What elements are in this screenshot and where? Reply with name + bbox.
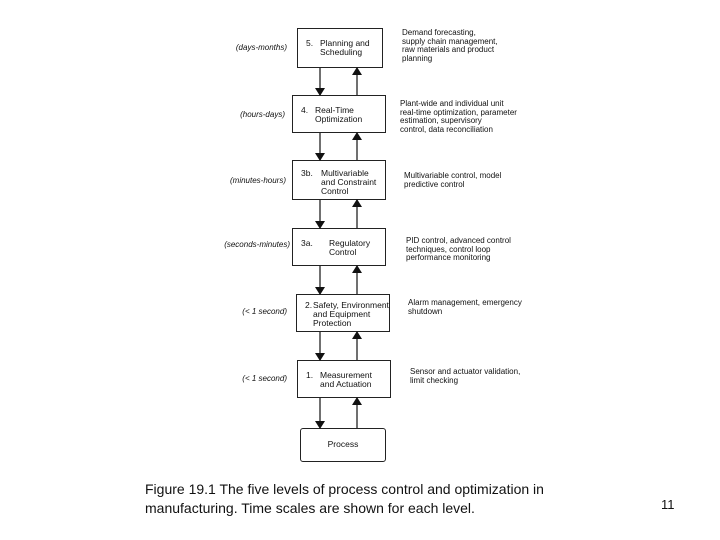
level-3b-description: Multivariable control, model predictive control xyxy=(404,171,502,189)
process-label: Process xyxy=(327,439,359,449)
level-3a-description: PID control, advanced control techniques, control loop performance monitoring xyxy=(406,236,511,262)
level-5-timescale: (days-months) xyxy=(235,43,287,52)
level-4-description: Plant-wide and individual unit real-time optimization, parameter estimation, supervisory control, data reconciliation xyxy=(400,99,517,134)
level-3b-number: 3b. xyxy=(301,168,313,178)
level-2-label: Safety, Environment and Equipment Protection xyxy=(313,300,389,328)
figure-caption: Figure 19.1 The five levels of process control and optimization in manufacturing. Time scales are shown for each level. xyxy=(145,481,544,516)
level-1-description: Sensor and actuator validation, limit checking xyxy=(410,367,521,385)
level-2-description: Alarm management, emergency shutdown xyxy=(408,298,522,316)
level-2-timescale: (< 1 second) xyxy=(242,307,287,316)
level-4-timescale: (hours-days) xyxy=(240,110,285,119)
level-5-description: Demand forecasting, supply chain management, raw materials and product planning xyxy=(402,28,498,63)
level-3b-label: Multivariable and Constraint Control xyxy=(321,168,377,196)
level-3a-label: Regulatory Control xyxy=(329,238,371,257)
page-number: 11 xyxy=(661,497,675,512)
level-5-label: Planning and Scheduling xyxy=(320,38,370,57)
level-3a-timescale: (seconds-minutes) xyxy=(224,240,290,249)
level-1-number: 1. xyxy=(306,370,314,380)
level-5-number: 5. xyxy=(306,38,314,48)
level-1-label: Measurement and Actuation xyxy=(320,370,372,389)
level-3a-number: 3a. xyxy=(301,238,313,248)
level-3b-timescale: (minutes-hours) xyxy=(229,176,286,185)
level-1-timescale: (< 1 second) xyxy=(242,374,287,383)
level-4-label: Real-Time Optimization xyxy=(315,105,363,124)
level-2-number: 2. xyxy=(305,300,313,310)
level-4-number: 4. xyxy=(301,105,309,115)
